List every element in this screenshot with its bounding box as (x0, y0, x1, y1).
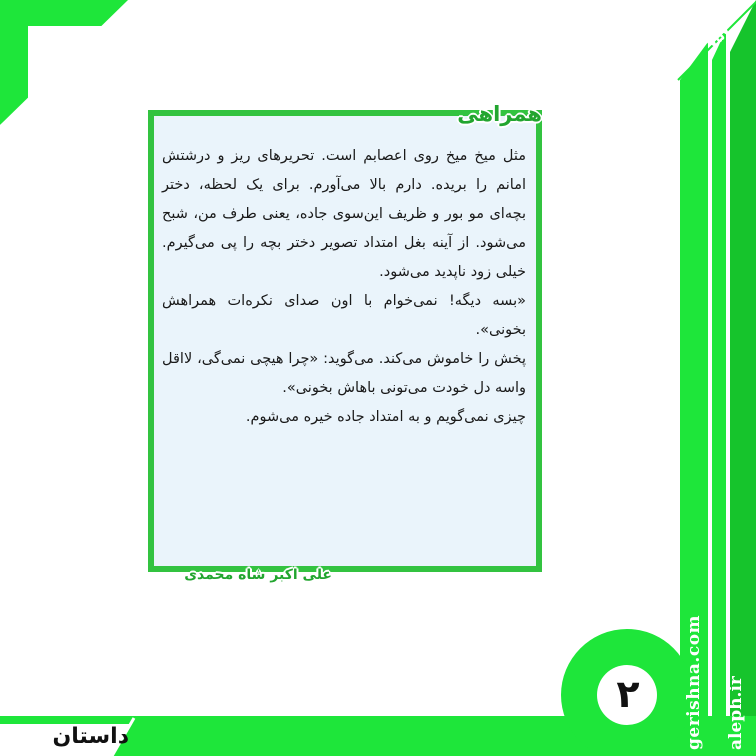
right-stripe-mid (712, 30, 726, 756)
page-number: ۷۵۷ (704, 22, 735, 53)
site-link-aleph[interactable]: aleph.ir (726, 676, 746, 750)
story-paragraph: چیزی نمی‌گویم و به امتداد جاده خیره می‌شوم. (245, 409, 526, 425)
story-author: علی اکبر شاه محمدی (184, 567, 332, 583)
story-title: همراهی (457, 102, 542, 126)
chapter-number: ۲ (616, 672, 640, 716)
right-stripe-outer (730, 0, 756, 756)
section-label: داستان (52, 724, 129, 749)
story-paragraph: «بسه دیگه! نمی‌خوام با اون صدای نکره‌ات همراهش بخونی». (162, 293, 526, 338)
story-paragraph: مثل میخ میخ روی اعصابم است. تحریرهای ریز و درشتش امانم را بریده. دارم بالا می‌آورم. برای یک لحظه، دختر بچه‌ای مو بور و ظریف این‌سوی جاده، یعنی طرف من، شبح می‌شود. از آینه بغل امتداد تصویر دختر بچه را پی می‌گیرم. خیلی زود ناپدید می‌شود. (162, 148, 526, 280)
story-paragraph: پخش را خاموش می‌کند. می‌گوید: «چرا هیچی نمی‌گی، لااقل واسه دل خودت می‌تونی باهاش بخونی». (162, 351, 526, 396)
story-body (162, 142, 526, 432)
site-link-gerishna[interactable]: gerishna.com (684, 614, 704, 750)
